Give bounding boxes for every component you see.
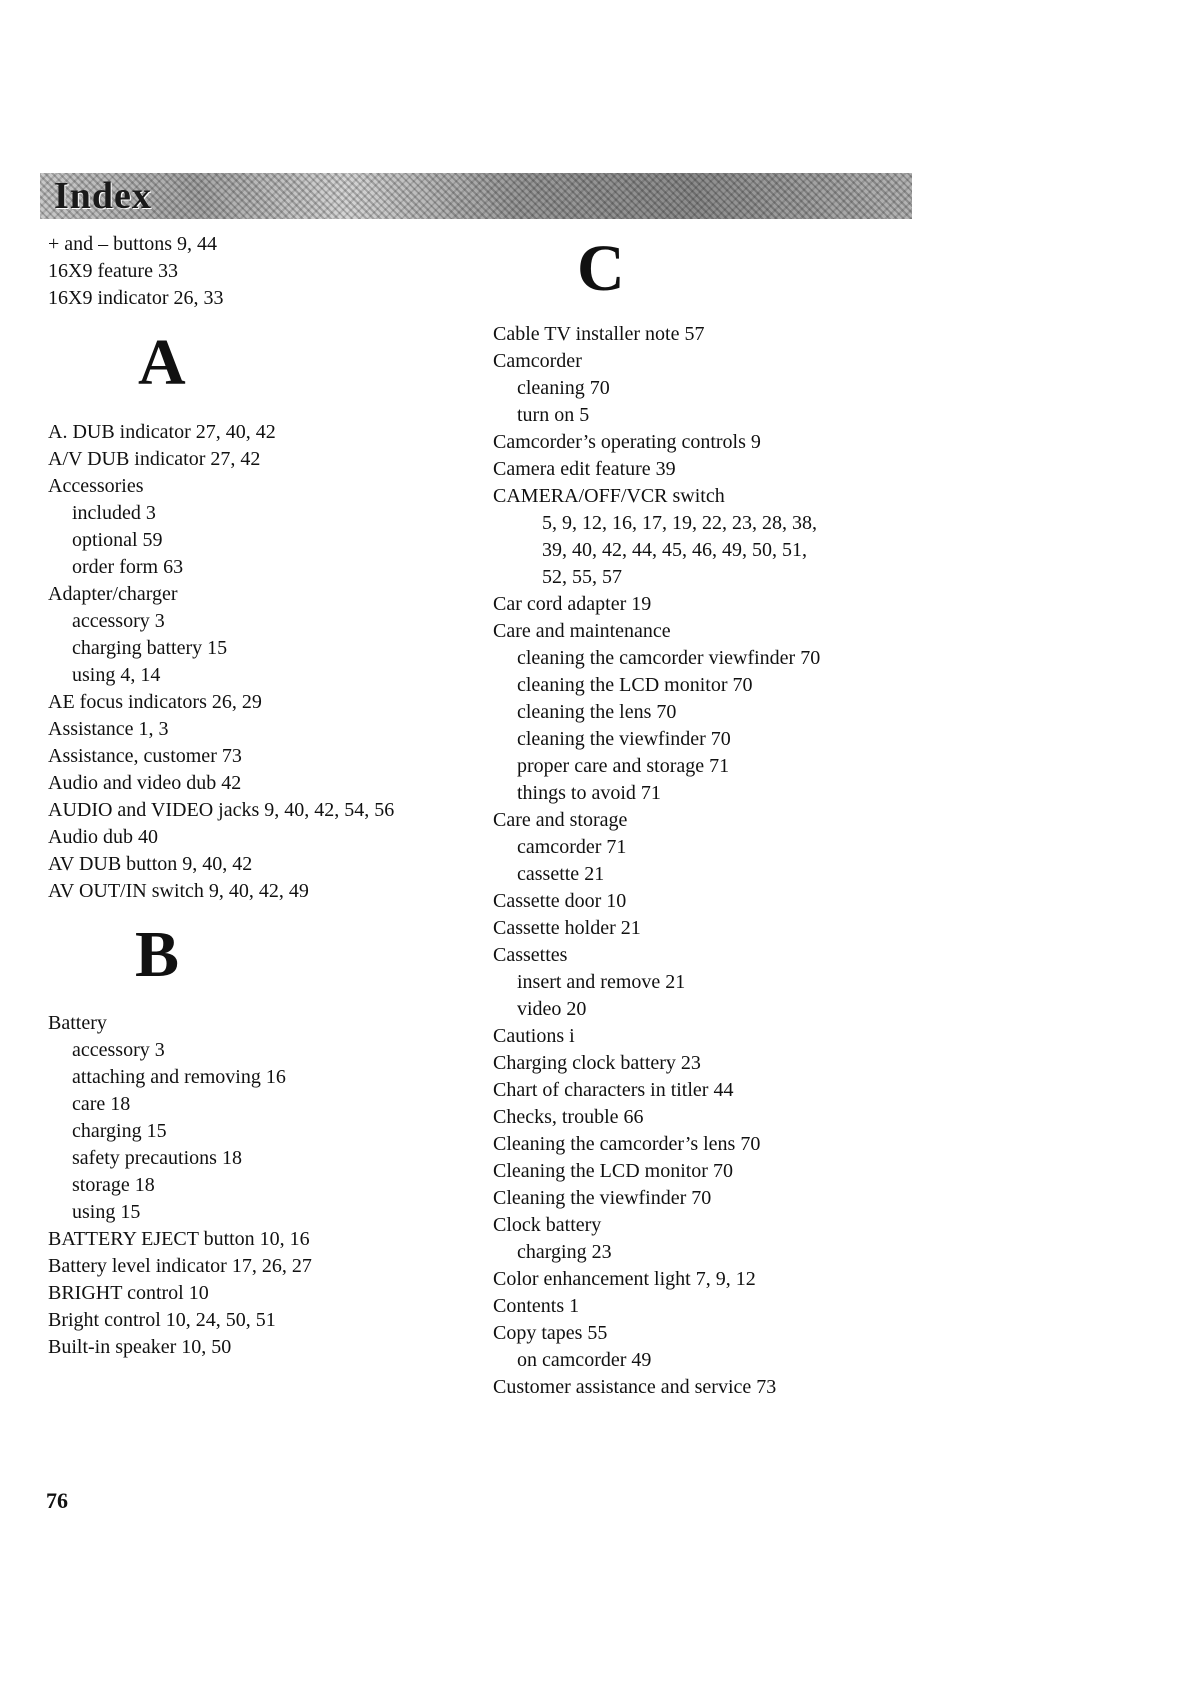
- page-number: 76: [46, 1488, 68, 1513]
- index-entry: AV DUB button 9, 40, 42: [48, 853, 253, 875]
- symbols-entries: [48, 231, 224, 312]
- index-entry: A/V DUB indicator 27, 42: [48, 448, 261, 470]
- index-entry: Cleaning the LCD monitor 70: [493, 1160, 733, 1182]
- index-subentry: charging battery 15: [72, 637, 228, 659]
- index-entry: 16X9 indicator 26, 33: [48, 287, 224, 309]
- index-entry: CAMERA/OFF/VCR switch: [493, 485, 725, 507]
- index-header-banner: [40, 173, 912, 219]
- index-page-list: 5, 9, 12, 16, 17, 19, 22, 23, 28, 38,: [542, 512, 817, 534]
- index-entry: AUDIO and VIDEO jacks 9, 40, 42, 54, 56: [48, 799, 395, 821]
- index-subentry: safety precautions 18: [72, 1147, 242, 1169]
- index-entry: Accessories: [48, 475, 144, 497]
- index-entry: Charging clock battery 23: [493, 1052, 701, 1074]
- index-subentry: cleaning the camcorder viewfinder 70: [517, 647, 821, 669]
- index-entry: Care and maintenance: [493, 620, 671, 642]
- index-subentry: camcorder 71: [517, 836, 627, 858]
- index-subentry: accessory 3: [72, 610, 165, 632]
- index-entry: Audio dub 40: [48, 826, 158, 848]
- index-subentry: turn on 5: [517, 404, 590, 426]
- index-subentry: care 18: [72, 1093, 131, 1115]
- index-entry: Battery level indicator 17, 26, 27: [48, 1255, 312, 1277]
- index-subentry: included 3: [72, 502, 156, 524]
- index-subentry: accessory 3: [72, 1039, 165, 1061]
- index-subentry: storage 18: [72, 1174, 155, 1196]
- index-subentry: order form 63: [72, 556, 184, 578]
- index-subentry: things to avoid 71: [517, 782, 661, 804]
- index-entry: Cleaning the viewfinder 70: [493, 1187, 712, 1209]
- index-entry: Adapter/charger: [48, 583, 178, 605]
- page-title: Index: [54, 175, 152, 217]
- index-entry: Clock battery: [493, 1214, 602, 1236]
- section-letter-b: B: [135, 918, 180, 991]
- index-entry: Chart of characters in titler 44: [493, 1079, 734, 1101]
- index-entry: Cable TV installer note 57: [493, 323, 705, 345]
- index-subentry: using 15: [72, 1201, 141, 1223]
- index-entry: Cleaning the camcorder’s lens 70: [493, 1133, 761, 1155]
- index-subentry: charging 23: [517, 1241, 612, 1263]
- index-entry: Cassette door 10: [493, 890, 627, 912]
- section-c-entries: [493, 321, 820, 1401]
- index-subentry: optional 59: [72, 529, 163, 551]
- index-entry: Cautions i: [493, 1025, 575, 1047]
- index-subentry: video 20: [517, 998, 587, 1020]
- index-entry: Car cord adapter 19: [493, 593, 652, 615]
- index-page-list: 39, 40, 42, 44, 45, 46, 49, 50, 51,: [542, 539, 807, 561]
- index-entry: + and – buttons 9, 44: [48, 233, 218, 255]
- index-entry: BATTERY EJECT button 10, 16: [48, 1228, 310, 1250]
- index-entry: Customer assistance and service 73: [493, 1376, 777, 1398]
- index-entry: Built-in speaker 10, 50: [48, 1336, 232, 1358]
- index-entry: A. DUB indicator 27, 40, 42: [48, 421, 276, 443]
- index-entry: Audio and video dub 42: [48, 772, 242, 794]
- index-subentry: insert and remove 21: [517, 971, 686, 993]
- section-a-entries: [48, 419, 394, 905]
- index-entry: Camcorder: [493, 350, 582, 372]
- index-subentry: cleaning 70: [517, 377, 610, 399]
- index-entry: Cassettes: [493, 944, 568, 966]
- index-entry: Color enhancement light 7, 9, 12: [493, 1268, 756, 1290]
- index-subentry: using 4, 14: [72, 664, 161, 686]
- index-entry: Assistance 1, 3: [48, 718, 169, 740]
- index-subentry: cleaning the LCD monitor 70: [517, 674, 753, 696]
- index-entry: Cassette holder 21: [493, 917, 641, 939]
- index-subentry: proper care and storage 71: [517, 755, 730, 777]
- index-entry: Assistance, customer 73: [48, 745, 242, 767]
- index-subentry: charging 15: [72, 1120, 167, 1142]
- index-entry: AV OUT/IN switch 9, 40, 42, 49: [48, 880, 309, 902]
- index-entry: BRIGHT control 10: [48, 1282, 209, 1304]
- index-entry: Copy tapes 55: [493, 1322, 608, 1344]
- index-subentry: cleaning the lens 70: [517, 701, 677, 723]
- section-b-entries: [48, 1010, 312, 1361]
- index-entry: Contents 1: [493, 1295, 580, 1317]
- index-subentry: cleaning the viewfinder 70: [517, 728, 731, 750]
- index-entry: Checks, trouble 66: [493, 1106, 644, 1128]
- index-subentry: cassette 21: [517, 863, 605, 885]
- index-page-list: 52, 55, 57: [542, 566, 622, 588]
- index-entry: AE focus indicators 26, 29: [48, 691, 262, 713]
- section-letter-a: A: [138, 326, 186, 399]
- index-entry: 16X9 feature 33: [48, 260, 178, 282]
- index-entry: Bright control 10, 24, 50, 51: [48, 1309, 276, 1331]
- index-entry: Camcorder’s operating controls 9: [493, 431, 761, 453]
- index-entry: Camera edit feature 39: [493, 458, 676, 480]
- index-subentry: on camcorder 49: [517, 1349, 652, 1371]
- index-subentry: attaching and removing 16: [72, 1066, 286, 1088]
- index-entry: Care and storage: [493, 809, 628, 831]
- section-letter-c: C: [577, 232, 625, 305]
- index-entry: Battery: [48, 1012, 107, 1034]
